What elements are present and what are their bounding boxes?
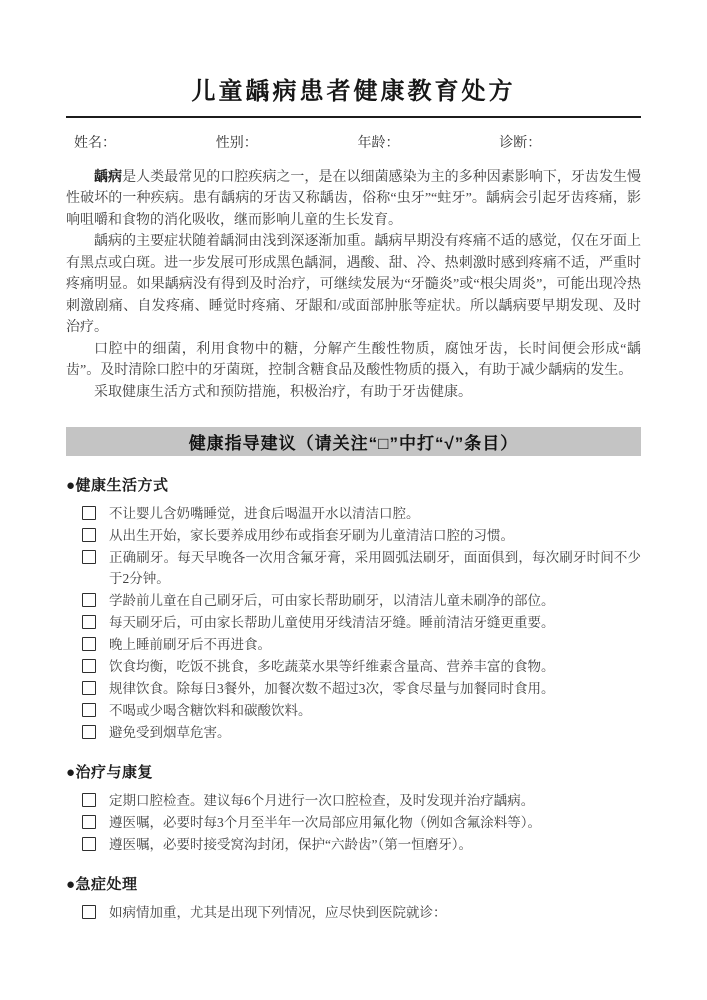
- checklist-item-text: 学龄前儿童在自己刷牙后，可由家长帮助刷牙，以清洁儿童未刷净的部位。: [109, 593, 555, 609]
- section-heading: ●健康生活方式: [66, 478, 169, 495]
- checkbox[interactable]: [82, 815, 96, 829]
- checkbox[interactable]: [82, 593, 96, 607]
- checkbox[interactable]: [82, 725, 96, 739]
- checklist-item-text: 遵医嘱，必要时每3个月至半年一次局部应用氟化物（例如含氟涂料等）。: [109, 815, 541, 831]
- gender-label: 性别：: [215, 135, 258, 151]
- page-title: 儿童龋病患者健康教育处方: [191, 78, 516, 105]
- checklist-item: [66, 525, 641, 546]
- checklist-item: [66, 834, 641, 855]
- intro-paragraph-3: 口腔中的细菌，利用食物中的糖，分解产生酸性物质，腐蚀牙齿，长时间便会形成“龋齿”。及时清除口腔中的牙菌斑，控制含糖食品及酸性物质的摄入，有助于减少龋病的发生。: [66, 341, 641, 379]
- checkbox[interactable]: [82, 905, 96, 919]
- age-field: [358, 131, 500, 152]
- checkbox[interactable]: [82, 615, 96, 629]
- checklist-item: [66, 678, 641, 699]
- intro-paragraph-1: 龋病是人类最常见的口腔疾病之一，是在以细菌感染为主的多种因素影响下，牙齿发生慢性破坏的一种疾病。患有龋病的牙齿又称龋齿，俗称“虫牙”“蛀牙”。龋病会引起牙齿疼痛，影响咀嚼和食物的消化吸收，继而影响儿童的生长发育。: [66, 169, 642, 228]
- checkbox[interactable]: [82, 506, 96, 520]
- section-heading: ●急症处理: [66, 877, 138, 894]
- checklist-item-text: 避免受到烟草危害。: [109, 725, 231, 741]
- guidance-banner-title: 健康指导建议（请关注“□”中打“√”条目）: [188, 434, 519, 454]
- guidance-sections: [66, 474, 641, 923]
- checklist-item: [66, 634, 641, 655]
- checklist-item-text: 晚上睡前刷牙后不再进食。: [109, 637, 271, 653]
- diagnosis-label: 诊断：: [499, 135, 542, 151]
- checklist-item: [66, 700, 641, 721]
- checklist-item-text: 定期口腔检查。建议每6个月进行一次口腔检查，及时发现并治疗龋病。: [109, 793, 535, 809]
- checklist-item: [66, 612, 641, 633]
- checklist-item: [66, 503, 641, 524]
- gender-field: [216, 131, 358, 152]
- checklist-item: [66, 722, 641, 743]
- checklist-item: [66, 590, 641, 611]
- checklist-item-text: 如病情加重，尤其是出现下列情况，应尽快到医院就诊：: [109, 905, 447, 921]
- section-heading: ●治疗与康复: [66, 765, 154, 782]
- checklist-item: [66, 790, 641, 811]
- checkbox[interactable]: [82, 793, 96, 807]
- checklist-item-text: 不喝或少喝含糖饮料和碳酸饮料。: [109, 703, 312, 719]
- checklist-item-text: 遵医嘱，必要时接受窝沟封闭，保护“六龄齿”（第一恒磨牙）。: [109, 837, 472, 853]
- checklist-item-text: 从出生开始，家长要养成用纱布或指套牙刷为儿童清洁口腔的习惯。: [109, 528, 514, 544]
- checkbox[interactable]: [82, 637, 96, 651]
- intro-paragraph-4: 采取健康生活方式和预防措施，积极治疗，有助于牙齿健康。: [94, 384, 472, 400]
- checkbox[interactable]: [82, 837, 96, 851]
- checkbox[interactable]: [82, 659, 96, 673]
- title-divider: [66, 116, 641, 118]
- checklist-item: [66, 656, 641, 677]
- checklist-item-text: 不让婴儿含奶嘴睡觉，进食后喝温开水以清洁口腔。: [109, 506, 420, 522]
- intro-paragraph-2: 龋病的主要症状随着龋洞由浅到深逐渐加重。龋病早期没有疼痛不适的感觉，仅在牙面上有黑点或白斑。进一步发展可形成黑色龋洞，遇酸、甜、冷、热刺激时感到疼痛不适，严重时疼痛明显。如果龋病没有得到及时治疗，可继续发展为“牙髓炎”或“根尖周炎”，可能出现冷热刺激剧痛、自发疼痛、睡觉时疼痛、牙龈和/或面部肿胀等症状。所以龋病要早期发现、及时治疗。: [66, 234, 641, 336]
- checklist-item: [66, 812, 641, 833]
- name-label: 姓名：: [74, 135, 116, 151]
- checkbox[interactable]: [82, 528, 96, 542]
- age-label: 年龄：: [357, 135, 400, 151]
- checkbox[interactable]: [82, 703, 96, 717]
- checkbox[interactable]: [82, 550, 96, 564]
- checklist-item: [66, 547, 641, 589]
- name-blank[interactable]: [116, 131, 216, 147]
- checklist-item-text: 每天刷牙后，可由家长帮助儿童使用牙线清洁牙缝。睡前清洁牙缝更重要。: [109, 615, 555, 631]
- patient-info-row: [66, 131, 641, 152]
- checkbox[interactable]: [82, 681, 96, 695]
- caries-term: 龋病: [94, 169, 123, 185]
- intro-text: [66, 167, 641, 404]
- checklist-item-text: 正确刷牙。每天早晚各一次用含氟牙膏，采用圆弧法刷牙，面面俱到，每次刷牙时间不少于2分钟。: [109, 550, 641, 587]
- gender-blank[interactable]: [258, 131, 358, 147]
- checklist-item-text: 规律饮食。除每日3餐外，加餐次数不超过3次，零食尽量与加餐同时食用。: [109, 681, 555, 697]
- age-blank[interactable]: [400, 131, 500, 147]
- name-field: [74, 131, 216, 152]
- checklist-item-text: 饮食均衡，吃饭不挑食，多吃蔬菜水果等纤维素含量高、营养丰富的食物。: [109, 659, 555, 675]
- guidance-banner: [66, 427, 641, 456]
- diagnosis-field: [499, 131, 641, 152]
- diagnosis-blank[interactable]: [541, 131, 641, 147]
- checklist-item: [66, 902, 641, 923]
